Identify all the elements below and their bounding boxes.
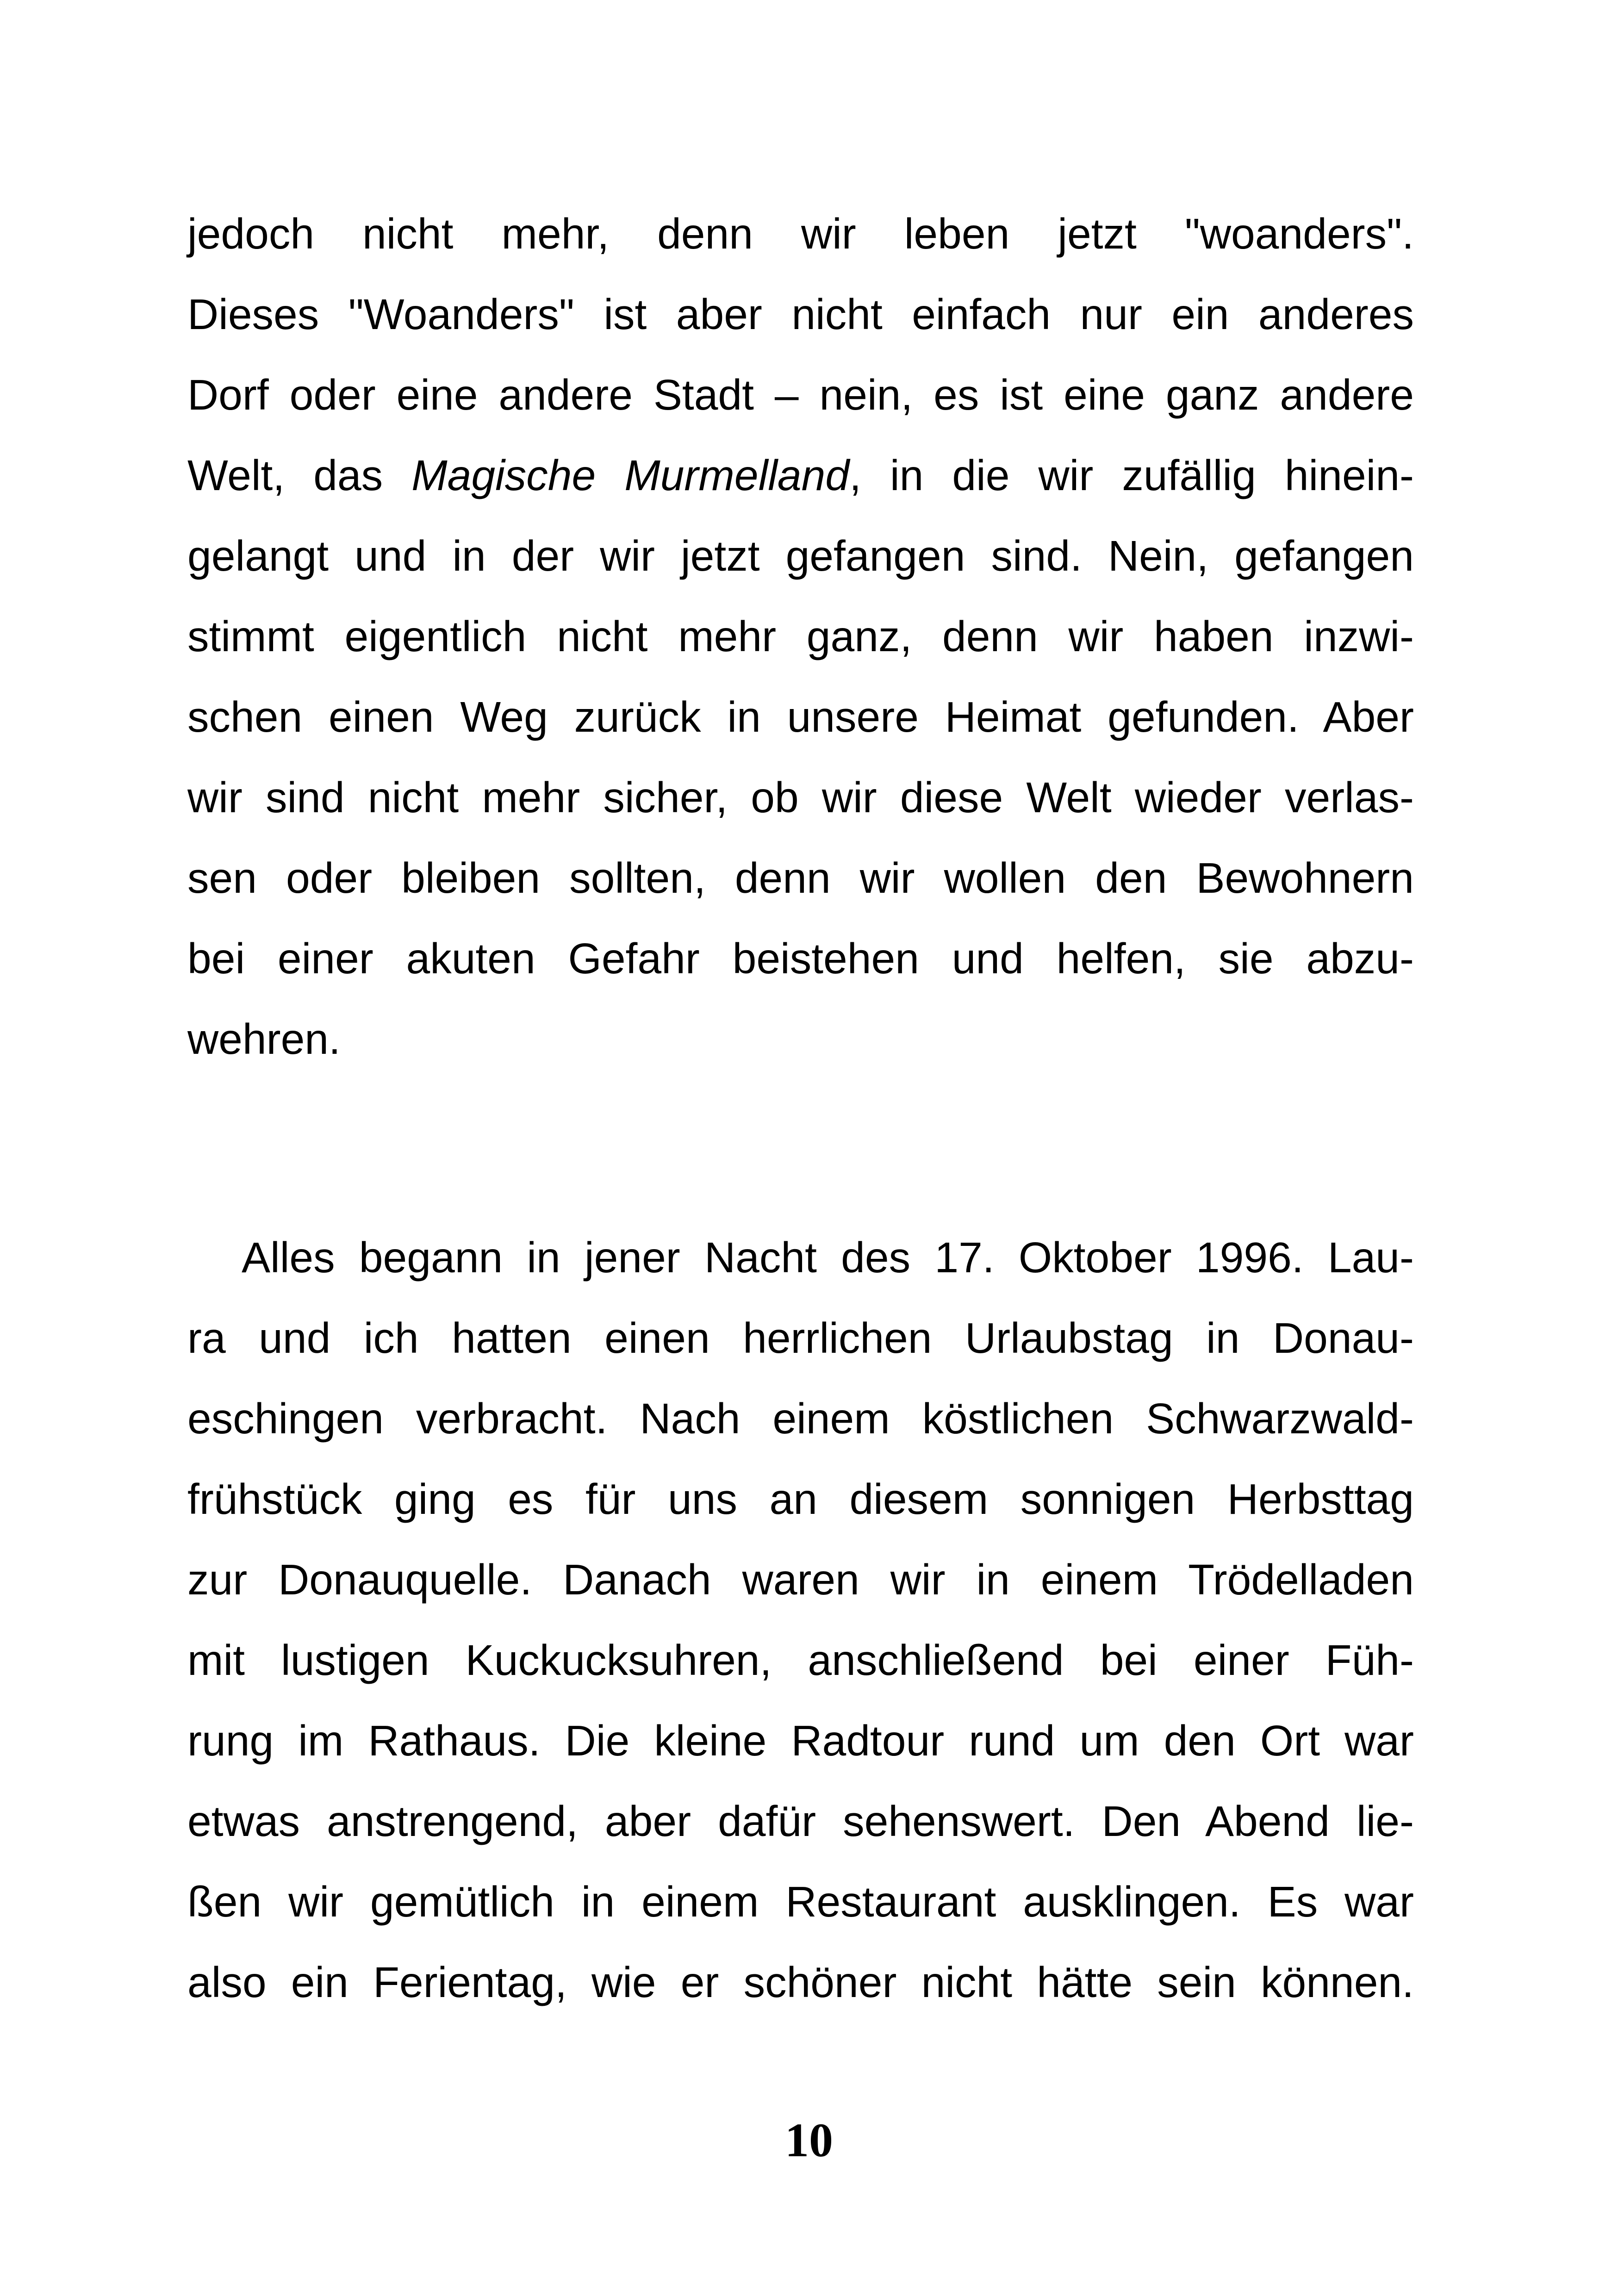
- text-line: mit lustigen Kuckucksuhren, anschließend bei einer Füh-: [187, 1636, 1414, 1684]
- text-run: , in die wir zufällig hinein-: [849, 451, 1414, 499]
- text-line: eschingen verbracht. Nach einem köstlichen Schwarzwald-: [187, 1394, 1414, 1443]
- text-line: jedoch nicht mehr, denn wir leben jetzt "woanders".: [187, 210, 1414, 258]
- text-line: also ein Ferientag, wie er schöner nicht hätte sein können.: [187, 1958, 1414, 2006]
- italic-title: Magische Murmelland: [411, 451, 850, 499]
- paragraph-1: [187, 193, 1414, 1079]
- text-line: wehren.: [187, 1015, 341, 1063]
- text-line: [187, 435, 1414, 516]
- text-line: schen einen Weg zurück in unsere Heimat gefunden. Aber: [187, 693, 1414, 741]
- text-line: zur Donauquelle. Danach waren wir in einem Trödelladen: [187, 1556, 1414, 1604]
- text-line: bei einer akuten Gefahr beistehen und helfen, sie abzu-: [187, 934, 1414, 983]
- text-line: stimmt eigentlich nicht mehr ganz, denn wir haben inzwi-: [187, 612, 1414, 660]
- text-line: frühstück ging es für uns an diesem sonnigen Herbsttag: [187, 1475, 1414, 1523]
- text-line: Dorf oder eine andere Stadt – nein, es ist eine ganz andere: [187, 371, 1414, 419]
- text-line: wir sind nicht mehr sicher, ob wir diese Welt wieder verlas-: [187, 773, 1414, 821]
- text-line: rung im Rathaus. Die kleine Radtour rund um den Ort war: [187, 1717, 1414, 1765]
- text-line: Dieses "Woanders" ist aber nicht einfach nur ein anderes: [187, 290, 1414, 338]
- text-line: etwas anstrengend, aber dafür sehenswert. Den Abend lie-: [187, 1797, 1414, 1845]
- text-line: ßen wir gemütlich in einem Restaurant ausklingen. Es war: [187, 1878, 1414, 1926]
- text-line: sen oder bleiben sollten, denn wir wollen den Bewohnern: [187, 854, 1414, 902]
- page-number: 10: [785, 2114, 833, 2167]
- text-line: gelangt und in der wir jetzt gefangen sind. Nein, gefangen: [187, 532, 1414, 580]
- text-run: Welt, das: [187, 451, 412, 499]
- text-line: Alles begann in jener Nacht des 17. Oktober 1996. Lau-: [242, 1233, 1414, 1282]
- text-line: ra und ich hatten einen herrlichen Urlaubstag in Donau-: [187, 1314, 1414, 1362]
- paragraph-2: [187, 1217, 1414, 2022]
